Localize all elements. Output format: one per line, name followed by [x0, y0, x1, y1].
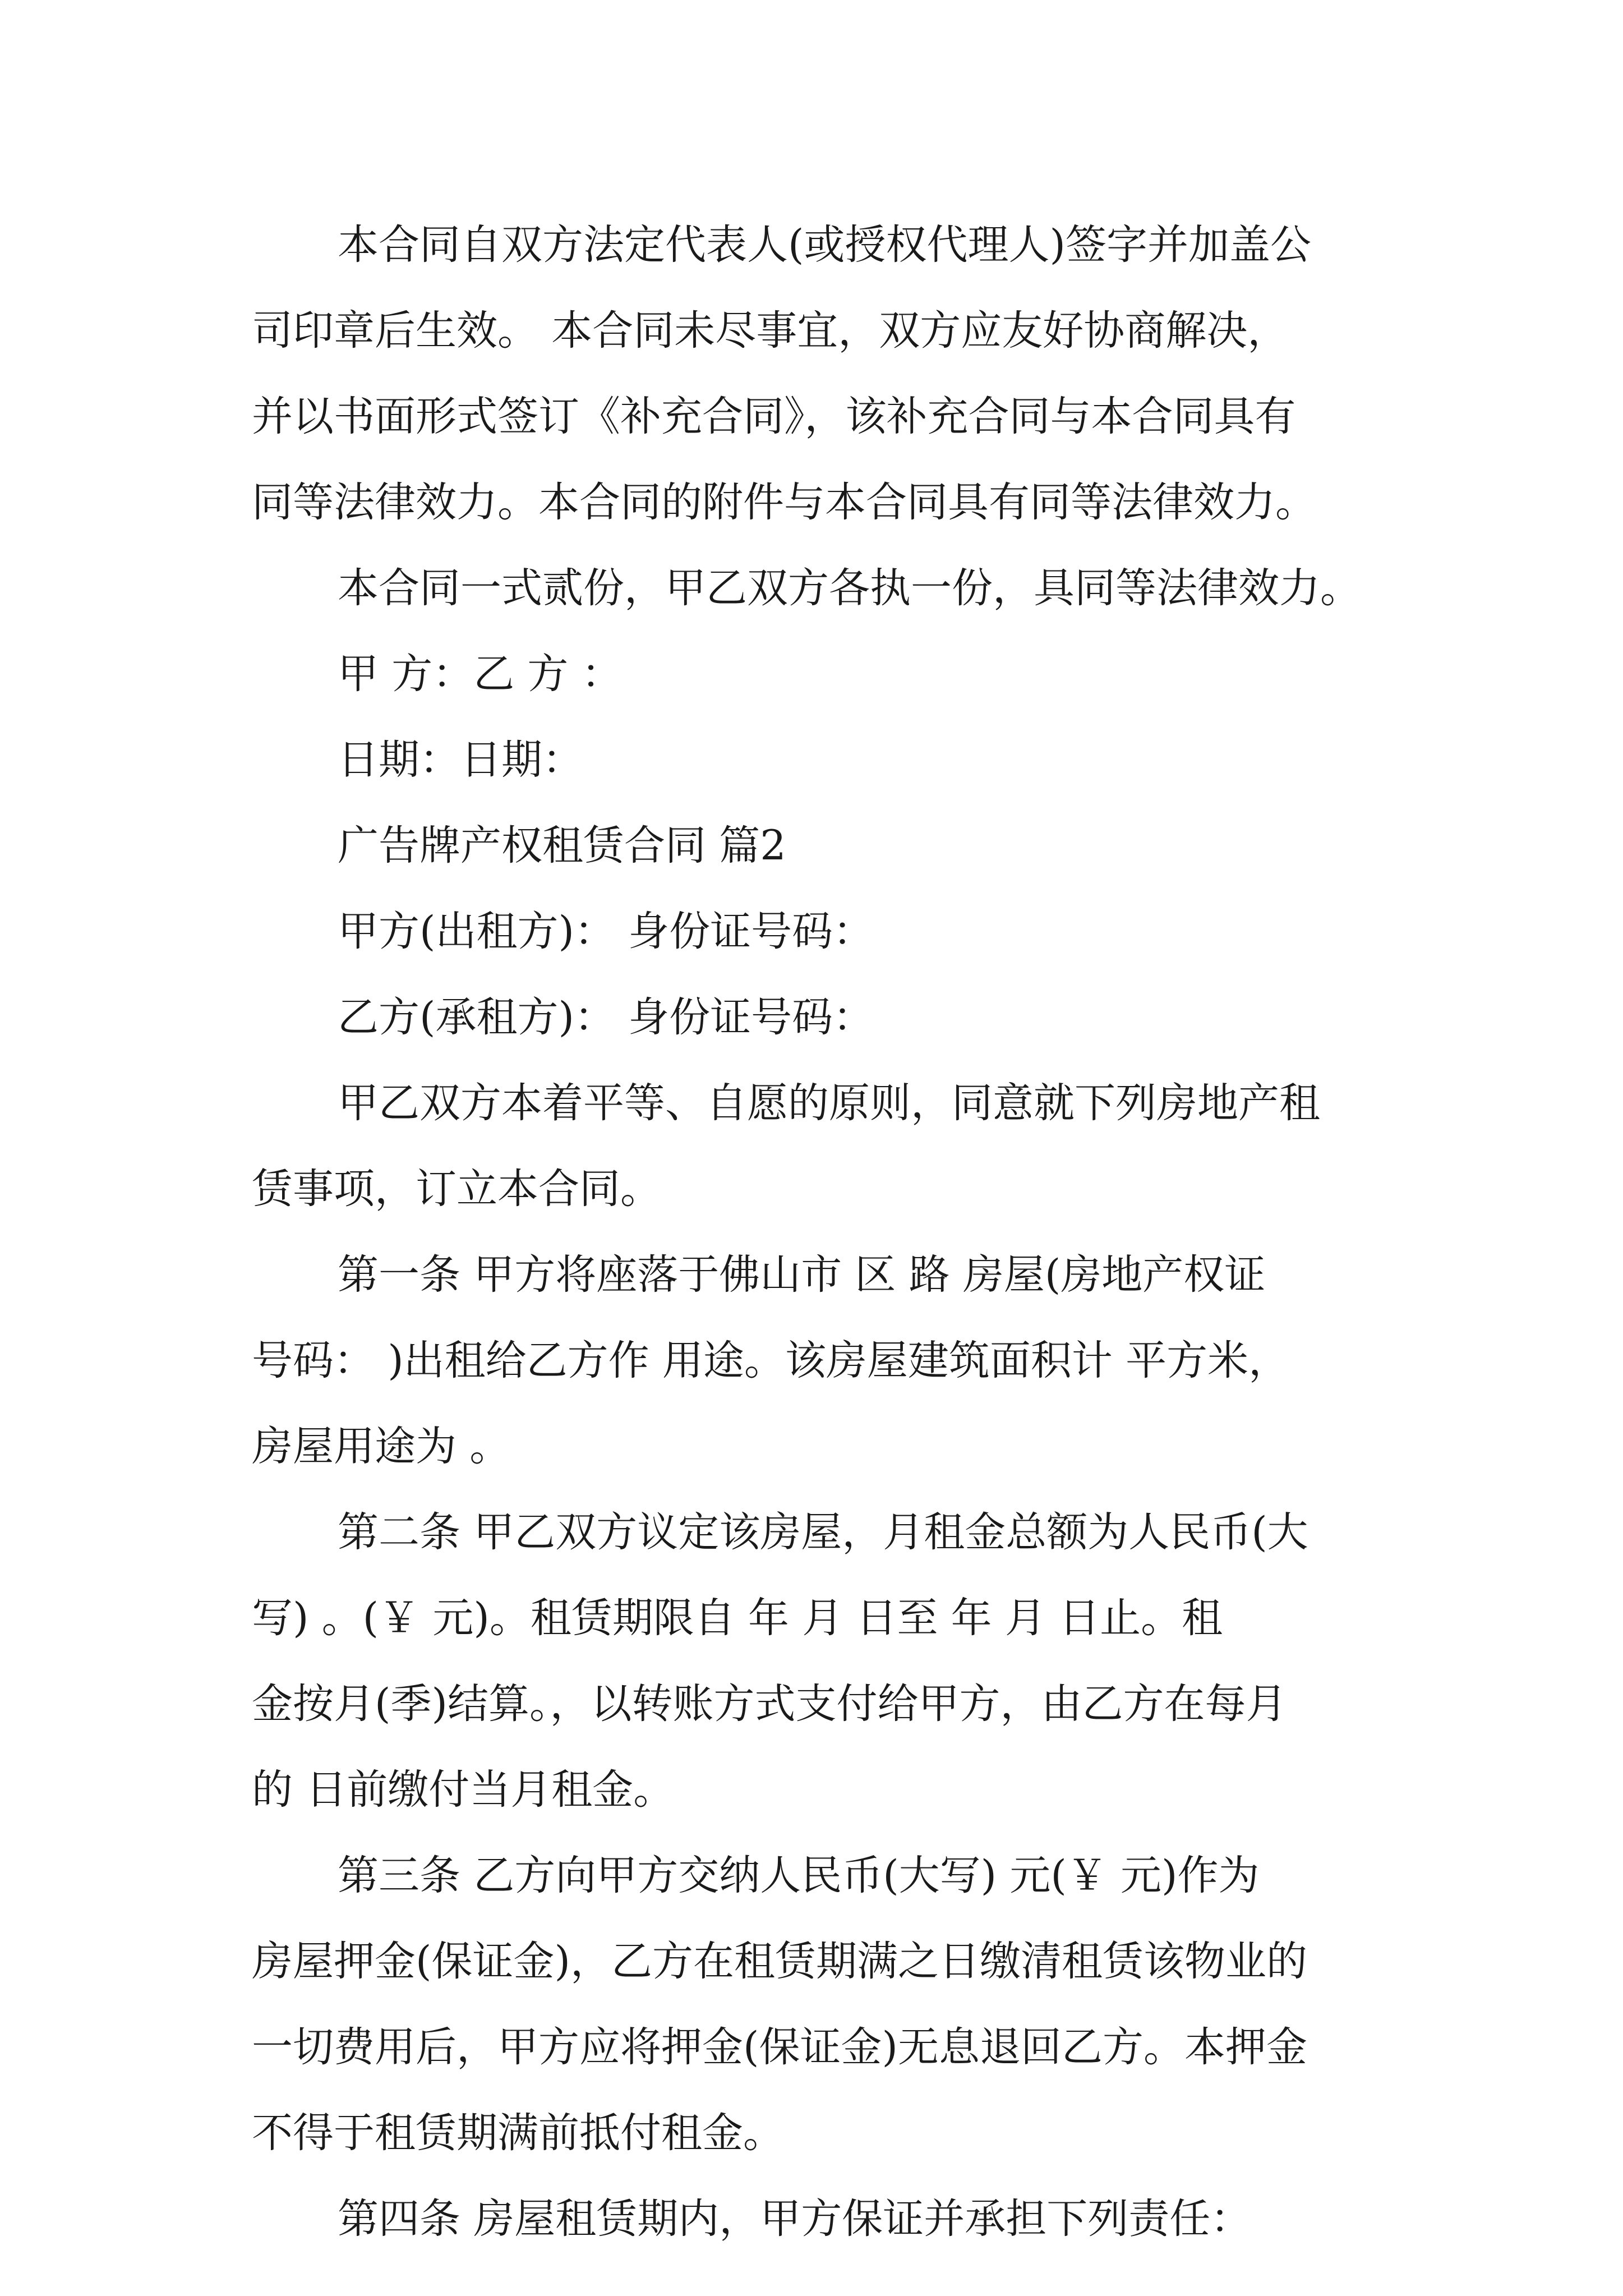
- article-3-line: 第三条 乙方向甲方交纳人民币(大写) 元(￥ 元)作为: [338, 1852, 1260, 1899]
- article-4-line: 第四条 房屋租赁期内，甲方保证并承担下列责任：: [338, 2195, 1252, 2243]
- text-line: 并以书面形式签订《补充合同》，该补充合同与本合同具有: [252, 393, 1296, 440]
- party-b-line: 乙方(承租方)： 身份证号码：: [338, 993, 874, 1041]
- text-line: 不得于租赁期满前抵付租金。: [252, 2109, 784, 2157]
- text-line: 写) 。(￥ 元)。租赁期限自 年 月 日至 年 月 日止。租: [252, 1594, 1223, 1642]
- document-body: [252, 202, 1385, 2262]
- text-line: 同等法律效力。本合同的附件与本合同具有同等法律效力。: [252, 478, 1316, 526]
- text-line: 房屋用途为 。: [252, 1423, 511, 1470]
- text-line: 甲乙双方本着平等、自愿的原则，同意就下列房地产租: [338, 1079, 1320, 1127]
- text-line: 司印章后生效。 本合同未尽事宜，双方应友好协商解决，: [252, 307, 1289, 355]
- text-line: 赁事项，订立本合同。: [252, 1165, 661, 1213]
- text-line: 一切费用后，甲方应将押金(保证金)无息退回乙方。本押金: [252, 2023, 1307, 2071]
- text-line: 金按月(季)结算。，以转账方式支付给甲方，由乙方在每月: [252, 1680, 1287, 1728]
- signature-date-line: 日期：日期：: [338, 736, 583, 784]
- text-line: 号码： )出租给乙方作 用途。该房屋建筑面积计 平方米，: [252, 1337, 1290, 1384]
- article-2-line: 第二条 甲乙双方议定该房屋，月租金总额为人民币(大: [338, 1508, 1308, 1556]
- signature-party-line: 甲 方：乙 方 ：: [338, 650, 623, 698]
- text-line: 本合同自双方法定代表人(或授权代理人)签字并加盖公: [338, 221, 1311, 269]
- text-line: 的 日前缴付当月租金。: [252, 1766, 675, 1814]
- party-a-line: 甲方(出租方)： 身份证号码：: [338, 908, 874, 955]
- section-heading: 广告牌产权租赁合同 篇2: [338, 822, 786, 869]
- article-1-line: 第一条 甲方将座落于佛山市 区 路 房屋(房地产权证: [338, 1251, 1266, 1299]
- text-line: 房屋押金(保证金)，乙方在租赁期满之日缴清租赁该物业的: [252, 1938, 1307, 1985]
- text-line: 本合同一式贰份，甲乙双方各执一份，具同等法律效力。: [338, 564, 1361, 612]
